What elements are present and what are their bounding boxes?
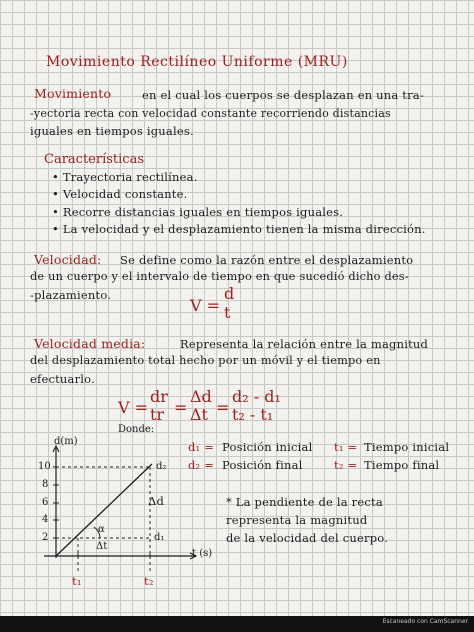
- t1-label: t₁: [72, 574, 82, 588]
- note-line-2: representa la magnitud: [226, 513, 368, 527]
- t2-label: t₂: [144, 574, 154, 588]
- characteristics-heading: Características: [44, 152, 144, 167]
- velocity-line-1: Se define como la razón entre el desplazamiento: [120, 253, 414, 267]
- def-t1-symbol: t₁ =: [334, 440, 358, 454]
- def-d2-symbol: d₂ =: [188, 458, 215, 472]
- where-label: Donde:: [118, 424, 155, 435]
- avg-formula-lhs: V =: [118, 398, 149, 417]
- point-d1-label: d₁: [154, 532, 165, 543]
- characteristic-item: • Velocidad constante.: [52, 187, 188, 201]
- average-velocity-line-1: Representa la relación entre la magnitud: [180, 337, 429, 351]
- def-t2-symbol: t₂ =: [334, 458, 358, 472]
- def-t1-text: Tiempo inicial: [364, 440, 450, 454]
- definition-term: Movimiento: [34, 86, 112, 101]
- characteristic-item-label: Trayectoria rectilínea.: [62, 170, 198, 184]
- avg-formula-f3-den: t₂ - t₁: [232, 405, 274, 424]
- scan-footer: [0, 616, 474, 632]
- velocity-term: Velocidad:: [34, 252, 102, 267]
- avg-formula-eq-2: =: [216, 398, 230, 417]
- velocity-formula-lhs: V =: [190, 296, 221, 315]
- characteristic-item: • Trayectoria rectilínea.: [52, 170, 198, 184]
- avg-formula-f3-num: d₂ - d₁: [232, 387, 281, 406]
- average-velocity-line-2: del desplazamiento total hecho por un móvil y el tiempo en: [30, 354, 381, 367]
- y-tick-label: 2: [42, 532, 49, 543]
- y-tick-label: 4: [42, 514, 49, 525]
- definition-line-3: iguales en tiempos iguales.: [30, 124, 194, 138]
- y-tick-label: 6: [42, 497, 49, 508]
- characteristic-item-label: La velocidad y el desplazamiento tienen la misma dirección.: [62, 222, 426, 236]
- y-tick-label: 10: [38, 461, 51, 472]
- def-t2-text: Tiempo final: [364, 458, 440, 472]
- y-tick-label: 8: [42, 479, 49, 490]
- def-d1-symbol: d₁ =: [188, 440, 215, 454]
- velocity-line-2: de un cuerpo y el intervalo de tiempo en que sucedió dicho des-: [30, 270, 409, 283]
- avg-formula-f1-den: tr: [150, 405, 165, 424]
- characteristic-item: • La velocidad y el desplazamiento tienen la misma dirección.: [52, 222, 426, 236]
- avg-formula-eq-1: =: [174, 398, 188, 417]
- avg-formula-f1-num: dr: [150, 387, 168, 406]
- average-velocity-term: Velocidad media:: [34, 336, 146, 351]
- note-line-3: de la velocidad del cuerpo.: [226, 531, 389, 545]
- y-axis-label: d(m): [54, 436, 78, 447]
- definition-line-2: -yectoria recta con velocidad constante recorriendo distancias: [30, 107, 391, 120]
- velocity-formula-numerator: d: [224, 284, 235, 303]
- characteristic-item-label: Recorre distancias iguales en tiempos iguales.: [62, 205, 344, 219]
- velocity-line-3: -plazamiento.: [30, 288, 112, 302]
- average-velocity-line-3: efectuarlo.: [30, 372, 95, 386]
- page-title: Movimiento Rectilíneo Uniforme (MRU): [46, 54, 348, 70]
- avg-formula-f2-den: Δt: [190, 405, 208, 424]
- alpha-label: α: [98, 524, 105, 535]
- def-d1-text: Posición inicial: [222, 440, 313, 454]
- definition-line-1: en el cual los cuerpos se desplazan en una tra-: [142, 88, 424, 102]
- characteristic-item: • Recorre distancias iguales en tiempos iguales.: [52, 205, 344, 219]
- characteristic-item-label: Velocidad constante.: [62, 187, 188, 201]
- point-d2-label: d₂: [156, 461, 167, 472]
- avg-formula-f2-num: Δd: [190, 387, 212, 406]
- delta-t-label: Δt: [96, 541, 108, 552]
- delta-d-label: Δd: [148, 494, 165, 508]
- note-line-1: * La pendiente de la recta: [226, 495, 383, 509]
- x-axis-label: t (s): [192, 548, 213, 559]
- def-d2-text: Posición final: [222, 458, 303, 472]
- scanner-watermark: Escaneado con CamScanner: [382, 618, 468, 625]
- velocity-formula-denominator: t: [224, 303, 231, 322]
